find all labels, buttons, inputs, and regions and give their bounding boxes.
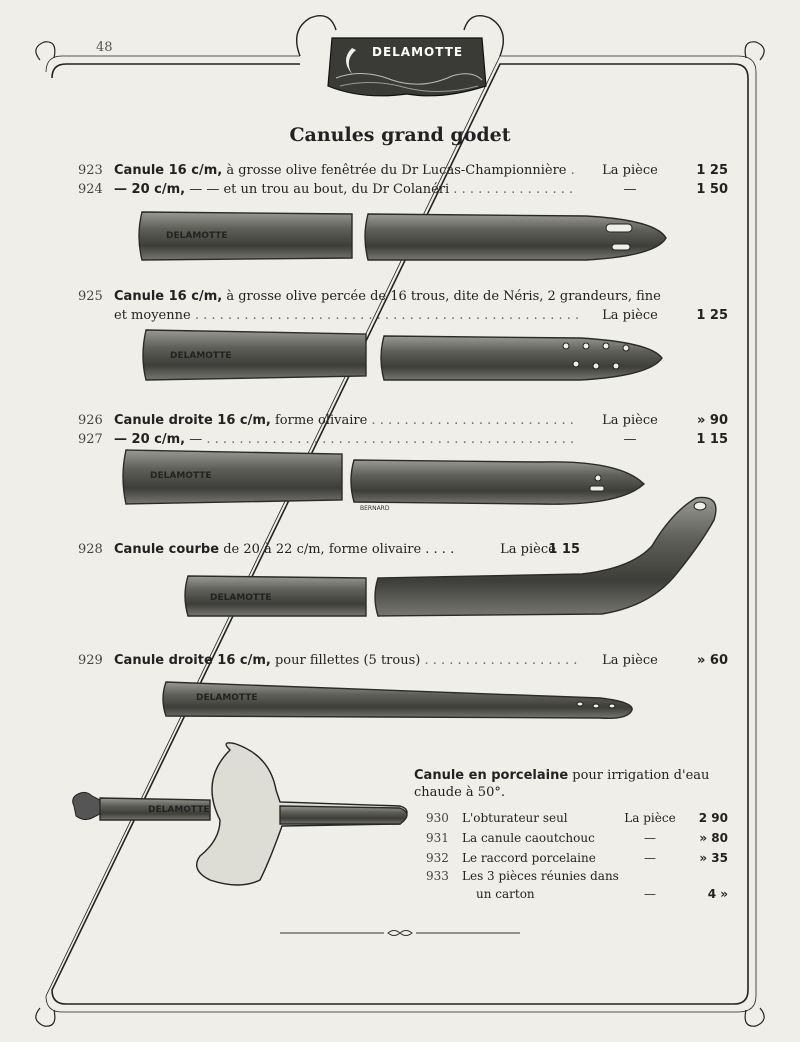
engraved-brand: DELAMOTTE [196,693,258,703]
porcelain-section-title [414,767,734,801]
porcelain-subtitle: pour irrigation d'eau chaude à 50°. [414,768,710,800]
item-description: La canule caoutchouc [462,831,595,845]
item-number: 924 [78,182,103,197]
item-unit: — [580,182,680,197]
item-price: 1 25 [696,163,728,178]
item-description: — — et un trou au bout, du Dr Colanéri [185,182,450,197]
item-description: pour fillettes (5 trous) [270,653,421,668]
item-row-924 [78,182,728,200]
item-unit: — [644,851,656,865]
item-number: 927 [78,432,103,447]
item-row-933-cont [426,887,728,904]
item-price: 1 50 [696,182,728,197]
engraved-brand: DELAMOTTE [150,471,212,481]
item-description: Les 3 pièces réunies dans [462,869,619,883]
delamotte-logo [322,28,492,102]
item-row-931 [426,831,728,848]
engraver-signature: BERNARD [360,505,390,512]
item-number: 931 [426,831,449,845]
item-number: 928 [78,542,103,557]
item-price: 4 » [707,887,728,901]
item-row-928: 928 Canule courbe de 20 à 22 c/m, forme olivaire . . . . La pièce 1 15 [78,542,580,557]
item-description-cont: un carton [476,887,535,901]
item-number: 925 [78,289,103,304]
item-unit: — [644,831,656,845]
item-unit: — [580,432,680,447]
item-number: 926 [78,413,103,428]
engraved-brand: DELAMOTTE [148,805,210,815]
porcelain-canula-illustration [70,740,420,900]
item-unit: La pièce [580,163,680,178]
item-row-929 [78,653,728,671]
item-description: L'obturateur seul [462,811,568,825]
canula-illustration-925 [140,326,666,386]
item-row-923 [78,163,728,181]
item-price: 1 15 [548,542,580,557]
item-row-925 [78,289,728,307]
item-unit: La pièce [580,308,680,323]
engraved-brand: DELAMOTTE [170,351,232,361]
item-label: — 20 c/m, [114,432,186,447]
item-number: 929 [78,653,103,668]
footer-ornament-rule [280,928,520,938]
item-price: » 35 [699,851,728,865]
item-unit: — [644,887,656,901]
item-label: Canule droite 16 c/m, [114,413,271,428]
item-price: » 60 [696,653,728,668]
item-row-926 [78,413,728,431]
curved-canula-illustration-928 [182,492,722,622]
item-price: 1 15 [696,432,728,447]
item-label: Canule courbe [114,542,220,557]
item-description: à grosse olive percée de 16 trous, dite de Néris, 2 grandeurs, fine [222,289,661,304]
item-unit: La pièce [624,811,676,825]
page-title: Canules grand godet [289,124,511,146]
item-price: 2 90 [698,811,728,825]
engraved-brand: DELAMOTTE [210,593,272,603]
item-price: 1 25 [696,308,728,323]
item-unit: La pièce [478,542,578,557]
item-number: 923 [78,163,103,178]
item-row-933 [426,869,728,886]
canula-illustration-923 [136,204,670,268]
item-description: — [185,432,203,447]
item-number: 930 [426,811,449,825]
item-label: Canule 16 c/m, [114,163,223,178]
porcelain-title: Canule en porcelaine [414,768,569,783]
item-price: » 90 [696,413,728,428]
item-description: forme olivaire [270,413,368,428]
item-number: 933 [426,869,449,883]
item-row-932 [426,851,728,868]
engraved-brand: DELAMOTTE [166,231,228,241]
item-row-925-cont [78,308,728,326]
item-price: » 80 [699,831,728,845]
item-description-cont: et moyenne . . . [114,308,578,323]
item-label: Canule droite 16 c/m, [114,653,271,668]
item-unit: La pièce [580,653,680,668]
item-label: — 20 c/m, [114,182,186,197]
item-row-930 [426,811,728,828]
item-description: de 20 à 22 c/m, forme olivaire [219,542,422,557]
item-number: 932 [426,851,449,865]
canula-illustration-929 [160,678,640,722]
logo-brand-text: DELAMOTTE [372,45,464,59]
item-description: à grosse olive fenêtrée du Dr Lucas-Championnière [222,163,567,178]
item-unit: La pièce [580,413,680,428]
item-label: Canule 16 c/m, [114,289,223,304]
page-number: 48 [96,40,113,55]
item-description: Le raccord porcelaine [462,851,596,865]
